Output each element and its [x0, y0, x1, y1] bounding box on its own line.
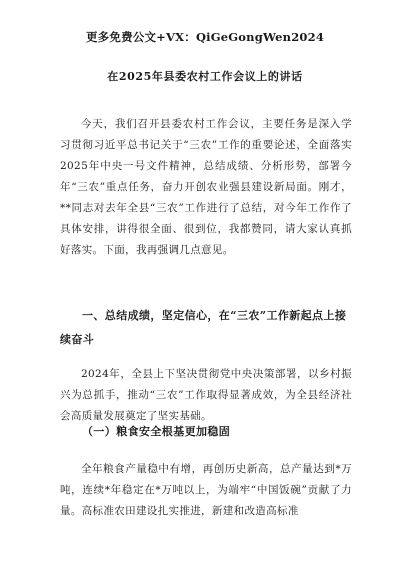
paragraph-summary: 2024年，全县上下坚决贯彻党中央决策部署，以乡村振兴为总抓手，推动“三农”工作取得显著成效，为全县经济社会高质量发展奠定了坚实基础。: [60, 368, 352, 422]
subsection-heading-1: （一）粮食安全根基更加稳固: [82, 425, 231, 438]
paragraph-grain-security: 全年粮食产量稳中有增，再创历史新高，总产量达到*万吨，连续*年稳定在*万吨以上，为端牢“中国饭碗”贡献了力量。高标准农田建设扎实推进，新建和改造高标准: [60, 463, 352, 517]
promo-header: 更多免费公文+VX：QiGeGongWen2024: [85, 30, 325, 44]
section-heading-1: 一、总结成绩，坚定信心，在“三农”工作新起点上接续奋斗: [60, 309, 347, 346]
document-title: 在2025年县委农村工作会议上的讲话: [107, 70, 303, 83]
paragraph-intro: 今天，我们召开县委农村工作会议，主要任务是深入学习贯彻习近平总书记关于“三农”工作的重要论述，全面落实2025年中央一号文件精神，总结成绩、分析形势，部署今年“三农”重点任务，奋力开创农业强县建设新局面。刚才，**同志对去年全县“三农”工作进行了总结，对今年工作作了具体安排，讲得很全面、很到位，我都赞同，请大家认真抓好落实。下面，我再强调几点意见。: [60, 118, 352, 256]
